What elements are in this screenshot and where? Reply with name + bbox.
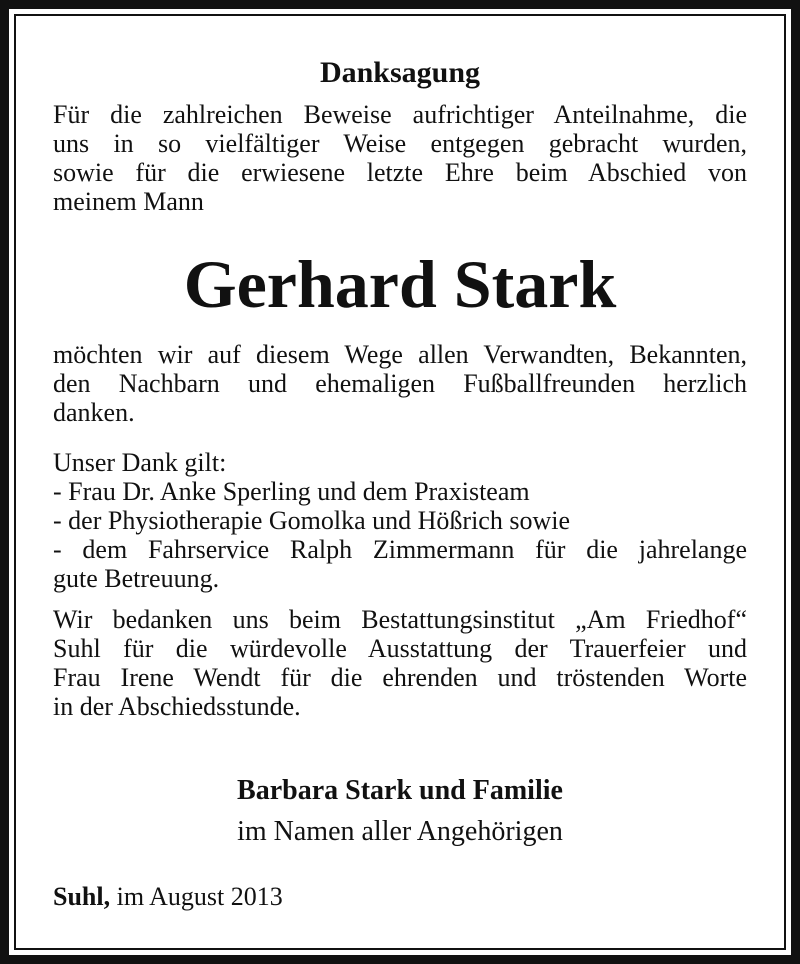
date-text: im August 2013 [116, 882, 283, 911]
deceased-name: Gerhard Stark [183, 246, 617, 322]
thanks-list-intro: Unser Dank gilt: [53, 448, 227, 477]
intro-paragraph [53, 100, 747, 216]
place-date [53, 882, 283, 912]
funeral-line: Wir bedanken uns beim Bestattungsinstitut „Am Friedhof“ [53, 605, 747, 634]
place-name: Suhl, [53, 882, 111, 911]
thanks-line: den Nachbarn und ehemaligen Fußballfreunden herzlich [53, 369, 747, 398]
intro-line: Für die zahlreichen Beweise aufrichtiger Anteilnahme, die [53, 100, 747, 129]
signature-subtitle: im Namen aller Angehörigen [237, 816, 563, 847]
intro-line: uns in so vielfältiger Weise entgegen gebracht wurden, [53, 129, 747, 158]
notice-heading: Danksagung [319, 56, 481, 89]
thanks-list-item: - Frau Dr. Anke Sperling und dem Praxisteam [53, 477, 530, 506]
thanks-line: möchten wir auf diesem Wege allen Verwandten, Bekannten, [53, 340, 747, 369]
thanks-list-item: gute Betreuung. [53, 564, 220, 593]
thanks-line: danken. [53, 398, 135, 427]
funeral-line: Suhl für die würdevolle Ausstattung der Trauerfeier und [53, 634, 747, 663]
funeral-line: in der Abschiedsstunde. [53, 692, 301, 721]
funeral-line: Frau Irene Wendt für die ehrenden und tröstenden Worte [53, 663, 747, 692]
thanks-list [53, 448, 747, 593]
thanks-list-item: - dem Fahrservice Ralph Zimmermann für die jahrelange [53, 535, 747, 564]
intro-line: meinem Mann [53, 187, 204, 216]
signature-name: Barbara Stark und Familie [237, 775, 563, 806]
thanks-list-item: - der Physiotherapie Gomolka und Hößrich sowie [53, 506, 571, 535]
intro-line: sowie für die erwiesene letzte Ehre beim Abschied von [53, 158, 747, 187]
funeral-paragraph [53, 605, 747, 721]
thanks-paragraph [53, 340, 747, 427]
